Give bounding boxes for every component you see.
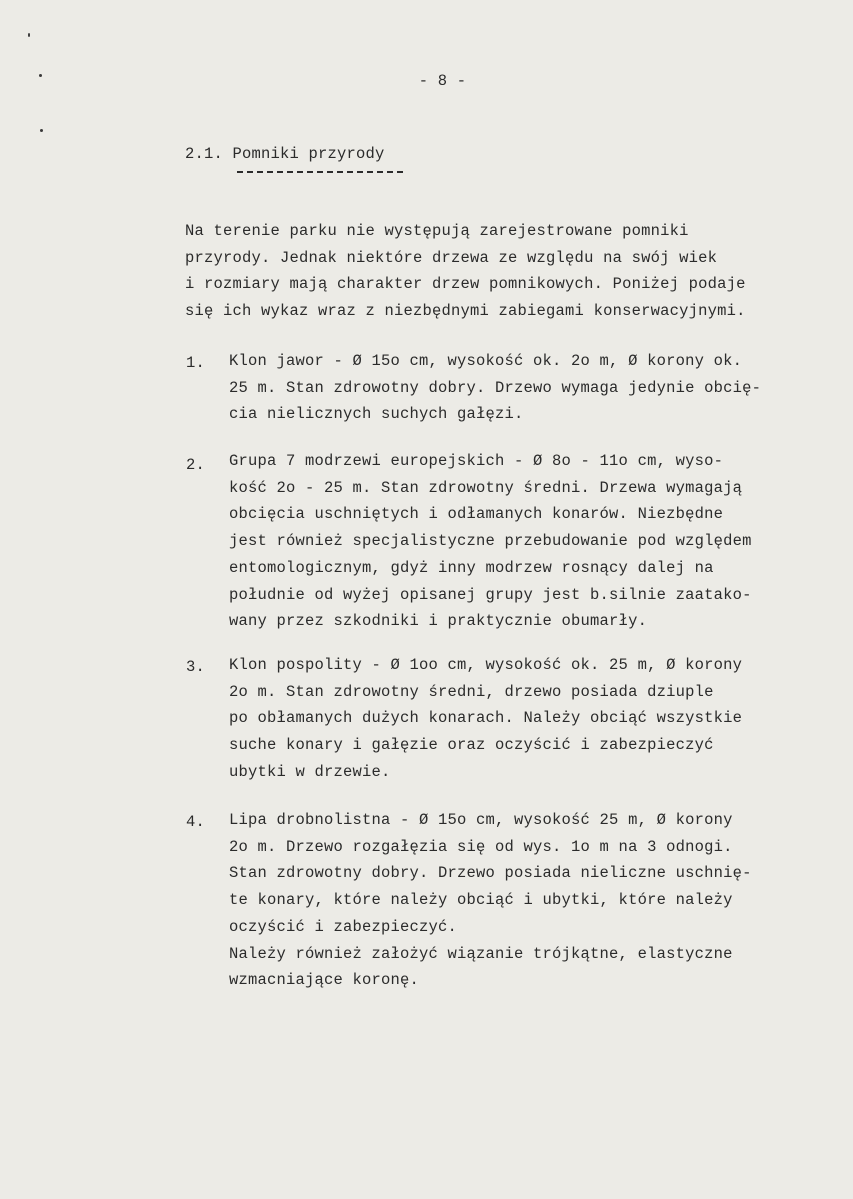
list-item-line: suche konary i gałęzie oraz oczyścić i zabezpieczyć bbox=[229, 736, 714, 755]
margin-mark bbox=[28, 33, 30, 37]
list-item-line: wzmacniające koronę. bbox=[229, 971, 420, 990]
list-item-line: Grupa 7 modrzewi europejskich - Ø 8o - 11o cm, wyso- bbox=[229, 452, 724, 470]
list-item-line: 25 m. Stan zdrowotny dobry. Drzewo wymaga jedynie obcię- bbox=[229, 378, 762, 397]
list-item-line: kość 2o - 25 m. Stan zdrowotny średni. Drzewa wymagają bbox=[229, 478, 743, 497]
heading-underline bbox=[237, 171, 403, 173]
list-item-line: obcięcia uschniętych i odłamanych konarów. Niezbędne bbox=[229, 505, 724, 524]
list-item-line: cia nielicznych suchych gałęzi. bbox=[229, 405, 524, 424]
list-item-line: te konary, które należy obciąć i ubytki, które należy bbox=[229, 891, 733, 910]
list-item-line: Należy również założyć wiązanie trójkątne, elastyczne bbox=[229, 944, 733, 963]
list-item-line: oczyścić i zabezpieczyć. bbox=[229, 917, 458, 936]
list-item-line: entomologicznym, gdyż inny modrzew rosnący dalej na bbox=[229, 558, 714, 577]
list-item-line: 2o m. Stan zdrowotny średni, drzewo posiada dziuple bbox=[229, 682, 714, 701]
intro-line: przyrody. Jednak niektóre drzewa ze względu na swój wiek bbox=[185, 248, 718, 267]
list-item-line: ubytki w drzewie. bbox=[229, 762, 391, 781]
list-item-line: Klon jawor - Ø 15o cm, wysokość ok. 2o m, Ø korony ok. bbox=[229, 352, 743, 370]
margin-mark bbox=[40, 129, 43, 132]
list-item-line: jest również specjalistyczne przebudowanie pod względem bbox=[229, 532, 752, 551]
list-item-line: wany przez szkodniki i praktycznie obumarły. bbox=[229, 612, 648, 631]
list-item-line: po obłamanych dużych konarach. Należy obciąć wszystkie bbox=[229, 709, 743, 728]
list-item-number: 1. bbox=[186, 354, 206, 372]
list-item-line: 2o m. Drzewo rozgałęzia się od wys. 1o m na 3 odnogi. bbox=[229, 837, 733, 856]
list-item-line: Lipa drobnolistna - Ø 15o cm, wysokość 25 m, Ø korony bbox=[229, 811, 733, 829]
intro-line: się ich wykaz wraz z niezbędnymi zabiegami konserwacyjnymi. bbox=[185, 302, 746, 321]
page-number: - 8 - bbox=[418, 72, 467, 90]
list-item-number: 3. bbox=[186, 658, 206, 676]
list-item-number: 2. bbox=[186, 456, 206, 474]
list-item-line: południe od wyżej opisanej grupy jest b.silnie zaatako- bbox=[229, 585, 752, 604]
section-heading: 2.1. Pomniki przyrody bbox=[185, 145, 385, 163]
list-item-line: Stan zdrowotny dobry. Drzewo posiada nieliczne uschnię- bbox=[229, 864, 752, 883]
intro-line: Na terenie parku nie występują zarejestrowane pomniki bbox=[185, 222, 689, 240]
intro-line: i rozmiary mają charakter drzew pomnikowych. Poniżej podaje bbox=[185, 275, 746, 294]
list-item-line: Klon pospolity - Ø 1oo cm, wysokość ok. 25 m, Ø korony bbox=[229, 656, 743, 674]
list-item-number: 4. bbox=[186, 813, 206, 831]
